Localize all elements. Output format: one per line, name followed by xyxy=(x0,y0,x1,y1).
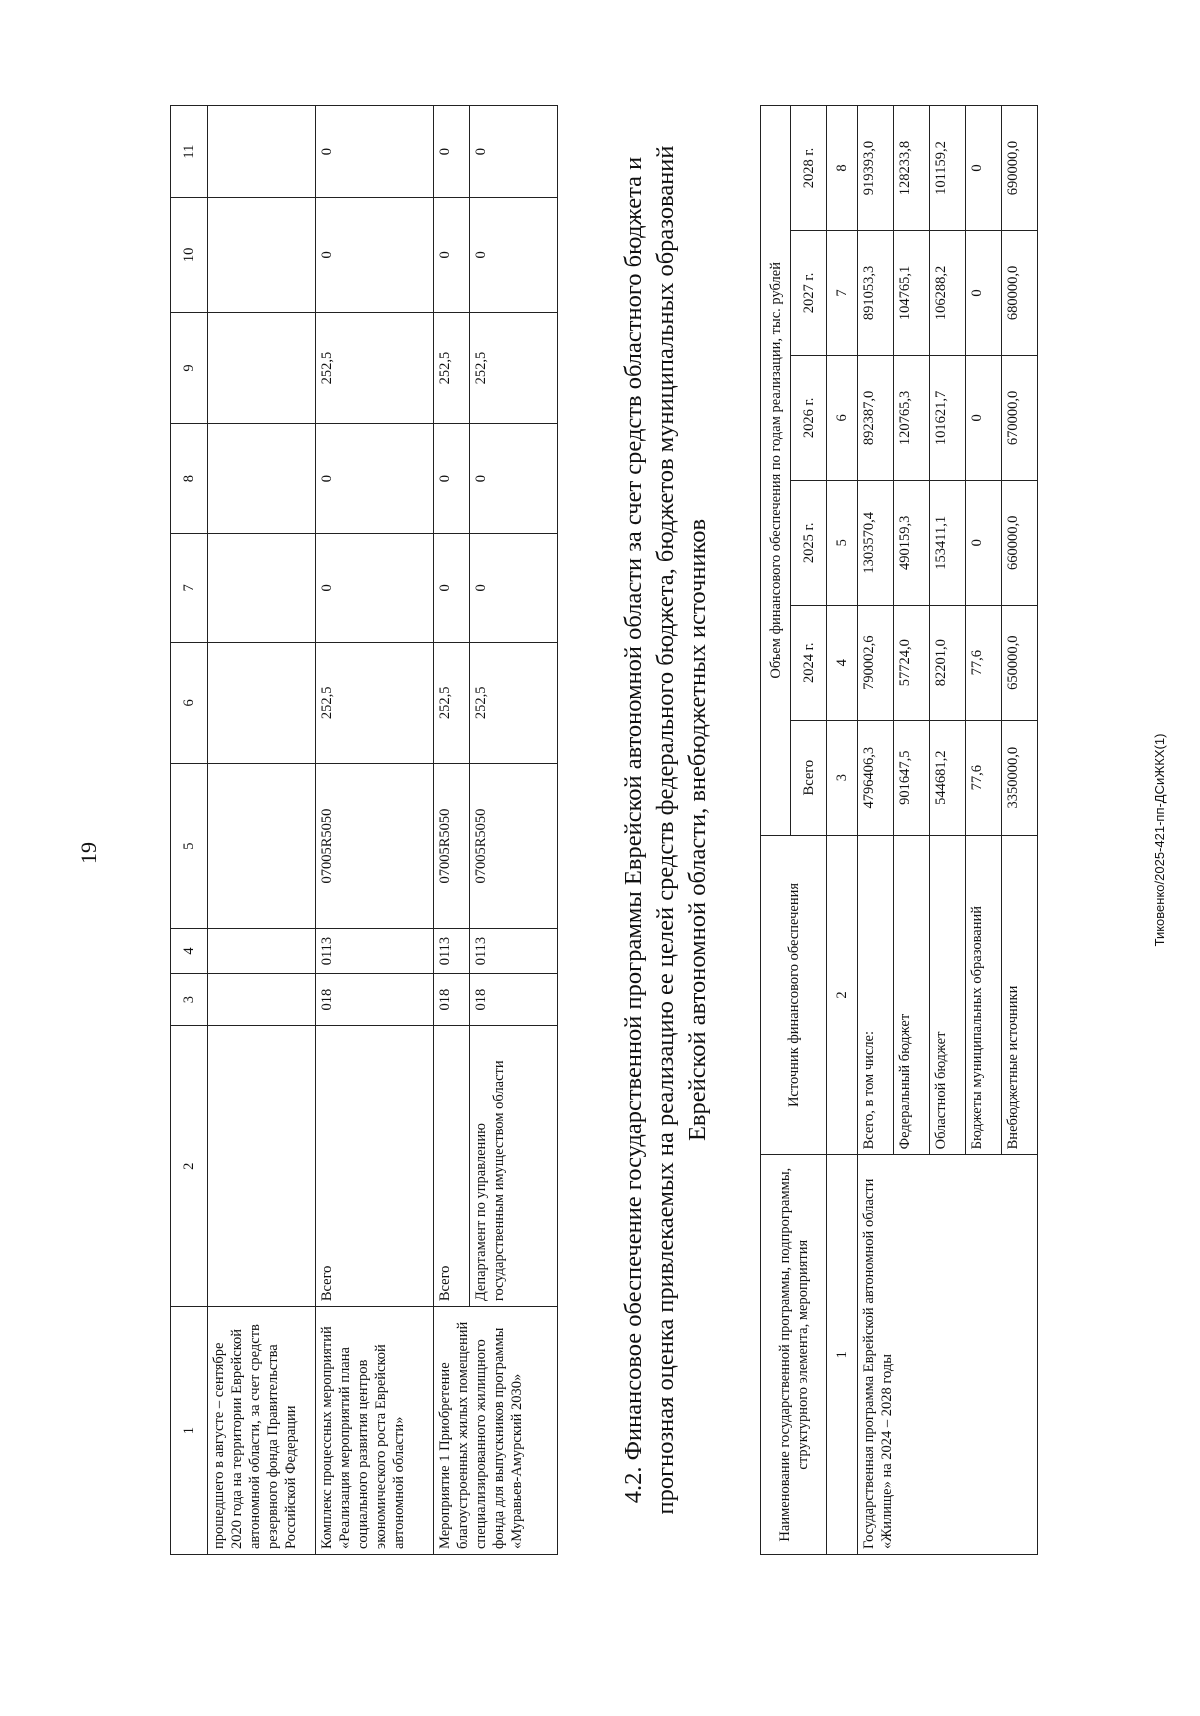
table-cell: 252,5 xyxy=(434,642,470,763)
header-cell: 4 xyxy=(171,929,208,973)
table-cell: 0 xyxy=(316,106,434,198)
header-cell: 2 xyxy=(171,1026,208,1307)
value-cell: 690000,0 xyxy=(1002,106,1038,231)
index-cell: 1 xyxy=(827,1155,858,1555)
table-cell xyxy=(208,533,316,642)
value-cell: 490159,3 xyxy=(894,480,930,605)
activity-name-cell: Мероприятие 1 Приобретение благоустроенных жилых помещений специализированного жилищного фонда для выпускников программы «Муравьев-Амурский 2030» xyxy=(434,1307,558,1555)
table-cell xyxy=(208,642,316,763)
header-cell: 10 xyxy=(171,198,208,312)
table-cell: 0 xyxy=(470,198,558,312)
value-cell: 660000,0 xyxy=(1002,480,1038,605)
value-cell: 0 xyxy=(966,355,1002,480)
value-cell: 1303570,4 xyxy=(858,480,894,605)
value-cell: 901647,5 xyxy=(894,720,930,835)
table-index-row xyxy=(827,106,858,1555)
header-year: 2025 г. xyxy=(791,480,827,605)
index-cell: 7 xyxy=(827,230,858,355)
table-cell: 07005R5050 xyxy=(470,763,558,929)
value-cell: 101621,7 xyxy=(930,355,966,480)
index-cell: 4 xyxy=(827,605,858,720)
value-cell: 153411,1 xyxy=(930,480,966,605)
header-cell: 6 xyxy=(171,642,208,763)
value-cell: 3350000,0 xyxy=(1002,720,1038,835)
funding-source-cell: Бюджеты муниципальных образований xyxy=(966,835,1002,1155)
header-program-name: Наименование государственной программы, подпрограммы, структурного элемента, мероприятия xyxy=(761,1155,827,1555)
table-row xyxy=(434,106,470,1555)
table-cell xyxy=(208,973,316,1026)
header-cell: 8 xyxy=(171,424,208,533)
table-cell: 0113 xyxy=(434,929,470,973)
page-number: 19 xyxy=(76,842,101,864)
index-cell: 2 xyxy=(827,835,858,1155)
table-cell: 0 xyxy=(470,424,558,533)
index-cell: 5 xyxy=(827,480,858,605)
table-cell xyxy=(208,1026,316,1307)
header-year: 2024 г. xyxy=(791,605,827,720)
table-cell: Всего xyxy=(434,1026,470,1307)
header-year: Всего xyxy=(791,720,827,835)
table-header-row xyxy=(171,106,208,1555)
table-cell: 0113 xyxy=(470,929,558,973)
funding-source-cell: Областной бюджет xyxy=(930,835,966,1155)
value-cell: 4796406,3 xyxy=(858,720,894,835)
table-row xyxy=(208,106,316,1555)
activity-name-cell: Комплекс процессных мероприятий «Реализация мероприятий плана социального развития центров экономического роста Еврейской автономной области» xyxy=(316,1307,434,1555)
activity-name-cell: прошедшего в августе – сентябре 2020 года на территории Еврейской автономной области, за счет средств резервного фонда Правительства Российской Федерации xyxy=(208,1307,316,1555)
header-cell: 5 xyxy=(171,763,208,929)
header-year: 2026 г. xyxy=(791,355,827,480)
value-cell: 77,6 xyxy=(966,605,1002,720)
index-cell: 6 xyxy=(827,355,858,480)
value-cell: 891053,3 xyxy=(858,230,894,355)
table-cell: Департамент по управлению государственным имуществом области xyxy=(470,1026,558,1307)
table-cell: 0 xyxy=(470,533,558,642)
table-cell xyxy=(208,763,316,929)
header-cell: 1 xyxy=(171,1307,208,1555)
table-cell: 018 xyxy=(316,973,434,1026)
funding-source-cell: Федеральный бюджет xyxy=(894,835,930,1155)
program-name-cell: Государственная программа Еврейской автономной области «Жилище» на 2024 – 2028 годы xyxy=(858,1155,1038,1555)
table-cell xyxy=(208,929,316,973)
header-cell: 11 xyxy=(171,106,208,198)
value-cell: 892387,0 xyxy=(858,355,894,480)
rotated-content xyxy=(170,0,1070,1575)
index-cell: 8 xyxy=(827,106,858,231)
table-cell: 018 xyxy=(434,973,470,1026)
table-cell: 252,5 xyxy=(316,642,434,763)
table-cell: 0 xyxy=(434,424,470,533)
value-cell: 544681,2 xyxy=(930,720,966,835)
value-cell: 680000,0 xyxy=(1002,230,1038,355)
table-cell: 252,5 xyxy=(316,312,434,424)
value-cell: 77,6 xyxy=(966,720,1002,835)
table-row xyxy=(316,106,434,1555)
financing-table xyxy=(760,105,1038,1555)
value-cell: 670000,0 xyxy=(1002,355,1038,480)
value-cell: 106288,2 xyxy=(930,230,966,355)
table-cell xyxy=(208,312,316,424)
value-cell: 104765,1 xyxy=(894,230,930,355)
table-cell: 252,5 xyxy=(470,312,558,424)
table-cell: 0 xyxy=(316,533,434,642)
table-cell: 0 xyxy=(434,198,470,312)
funding-source-cell: Внебюджетные источники xyxy=(1002,835,1038,1155)
table-cell: 018 xyxy=(470,973,558,1026)
value-cell: 128233,8 xyxy=(894,106,930,231)
value-cell: 120765,3 xyxy=(894,355,930,480)
header-year: 2028 г. xyxy=(791,106,827,231)
table-cell: 07005R5050 xyxy=(434,763,470,929)
value-cell: 57724,0 xyxy=(894,605,930,720)
footer-document-code: Тиковенко/2025-421-пп-ДСиЖКХ(1) xyxy=(1152,733,1167,947)
table-cell: 0 xyxy=(434,106,470,198)
header-cell: 7 xyxy=(171,533,208,642)
program-activities-table xyxy=(170,105,558,1555)
table-cell xyxy=(208,424,316,533)
table-cell: Всего xyxy=(316,1026,434,1307)
table-cell: 252,5 xyxy=(470,642,558,763)
table-header-row xyxy=(761,106,791,1555)
table-cell: 0113 xyxy=(316,929,434,973)
section-title: 4.2. Финансовое обеспечение государственной программы Еврейской автономной области за счет средств областного бюджета и прогнозная оценка привлекаемых на реализацию ее целей средств федерального бюджета, бюджетов муниципальных образований Еврейской автономной области, внебюджетных источников xyxy=(620,145,711,1515)
value-cell: 0 xyxy=(966,230,1002,355)
header-cell: 3 xyxy=(171,973,208,1026)
value-cell: 0 xyxy=(966,106,1002,231)
value-cell: 0 xyxy=(966,480,1002,605)
value-cell: 82201,0 xyxy=(930,605,966,720)
header-year: 2027 г. xyxy=(791,230,827,355)
table-row xyxy=(858,106,894,1555)
header-funding-source: Источник финансового обеспечения xyxy=(761,835,827,1155)
value-cell: 650000,0 xyxy=(1002,605,1038,720)
funding-source-cell: Всего, в том числе: xyxy=(858,835,894,1155)
table-cell xyxy=(208,198,316,312)
table-cell: 252,5 xyxy=(434,312,470,424)
table-cell: 0 xyxy=(470,106,558,198)
index-cell: 3 xyxy=(827,720,858,835)
table-cell: 0 xyxy=(316,424,434,533)
value-cell: 790002,6 xyxy=(858,605,894,720)
table-cell xyxy=(208,106,316,198)
table-cell: 07005R5050 xyxy=(316,763,434,929)
header-funding-volume: Объем финансового обеспечения по годам реализации, тыс. рублей xyxy=(761,106,791,836)
table-cell: 0 xyxy=(434,533,470,642)
header-cell: 9 xyxy=(171,312,208,424)
value-cell: 919393,0 xyxy=(858,106,894,231)
value-cell: 101159,2 xyxy=(930,106,966,231)
table-cell: 0 xyxy=(316,198,434,312)
